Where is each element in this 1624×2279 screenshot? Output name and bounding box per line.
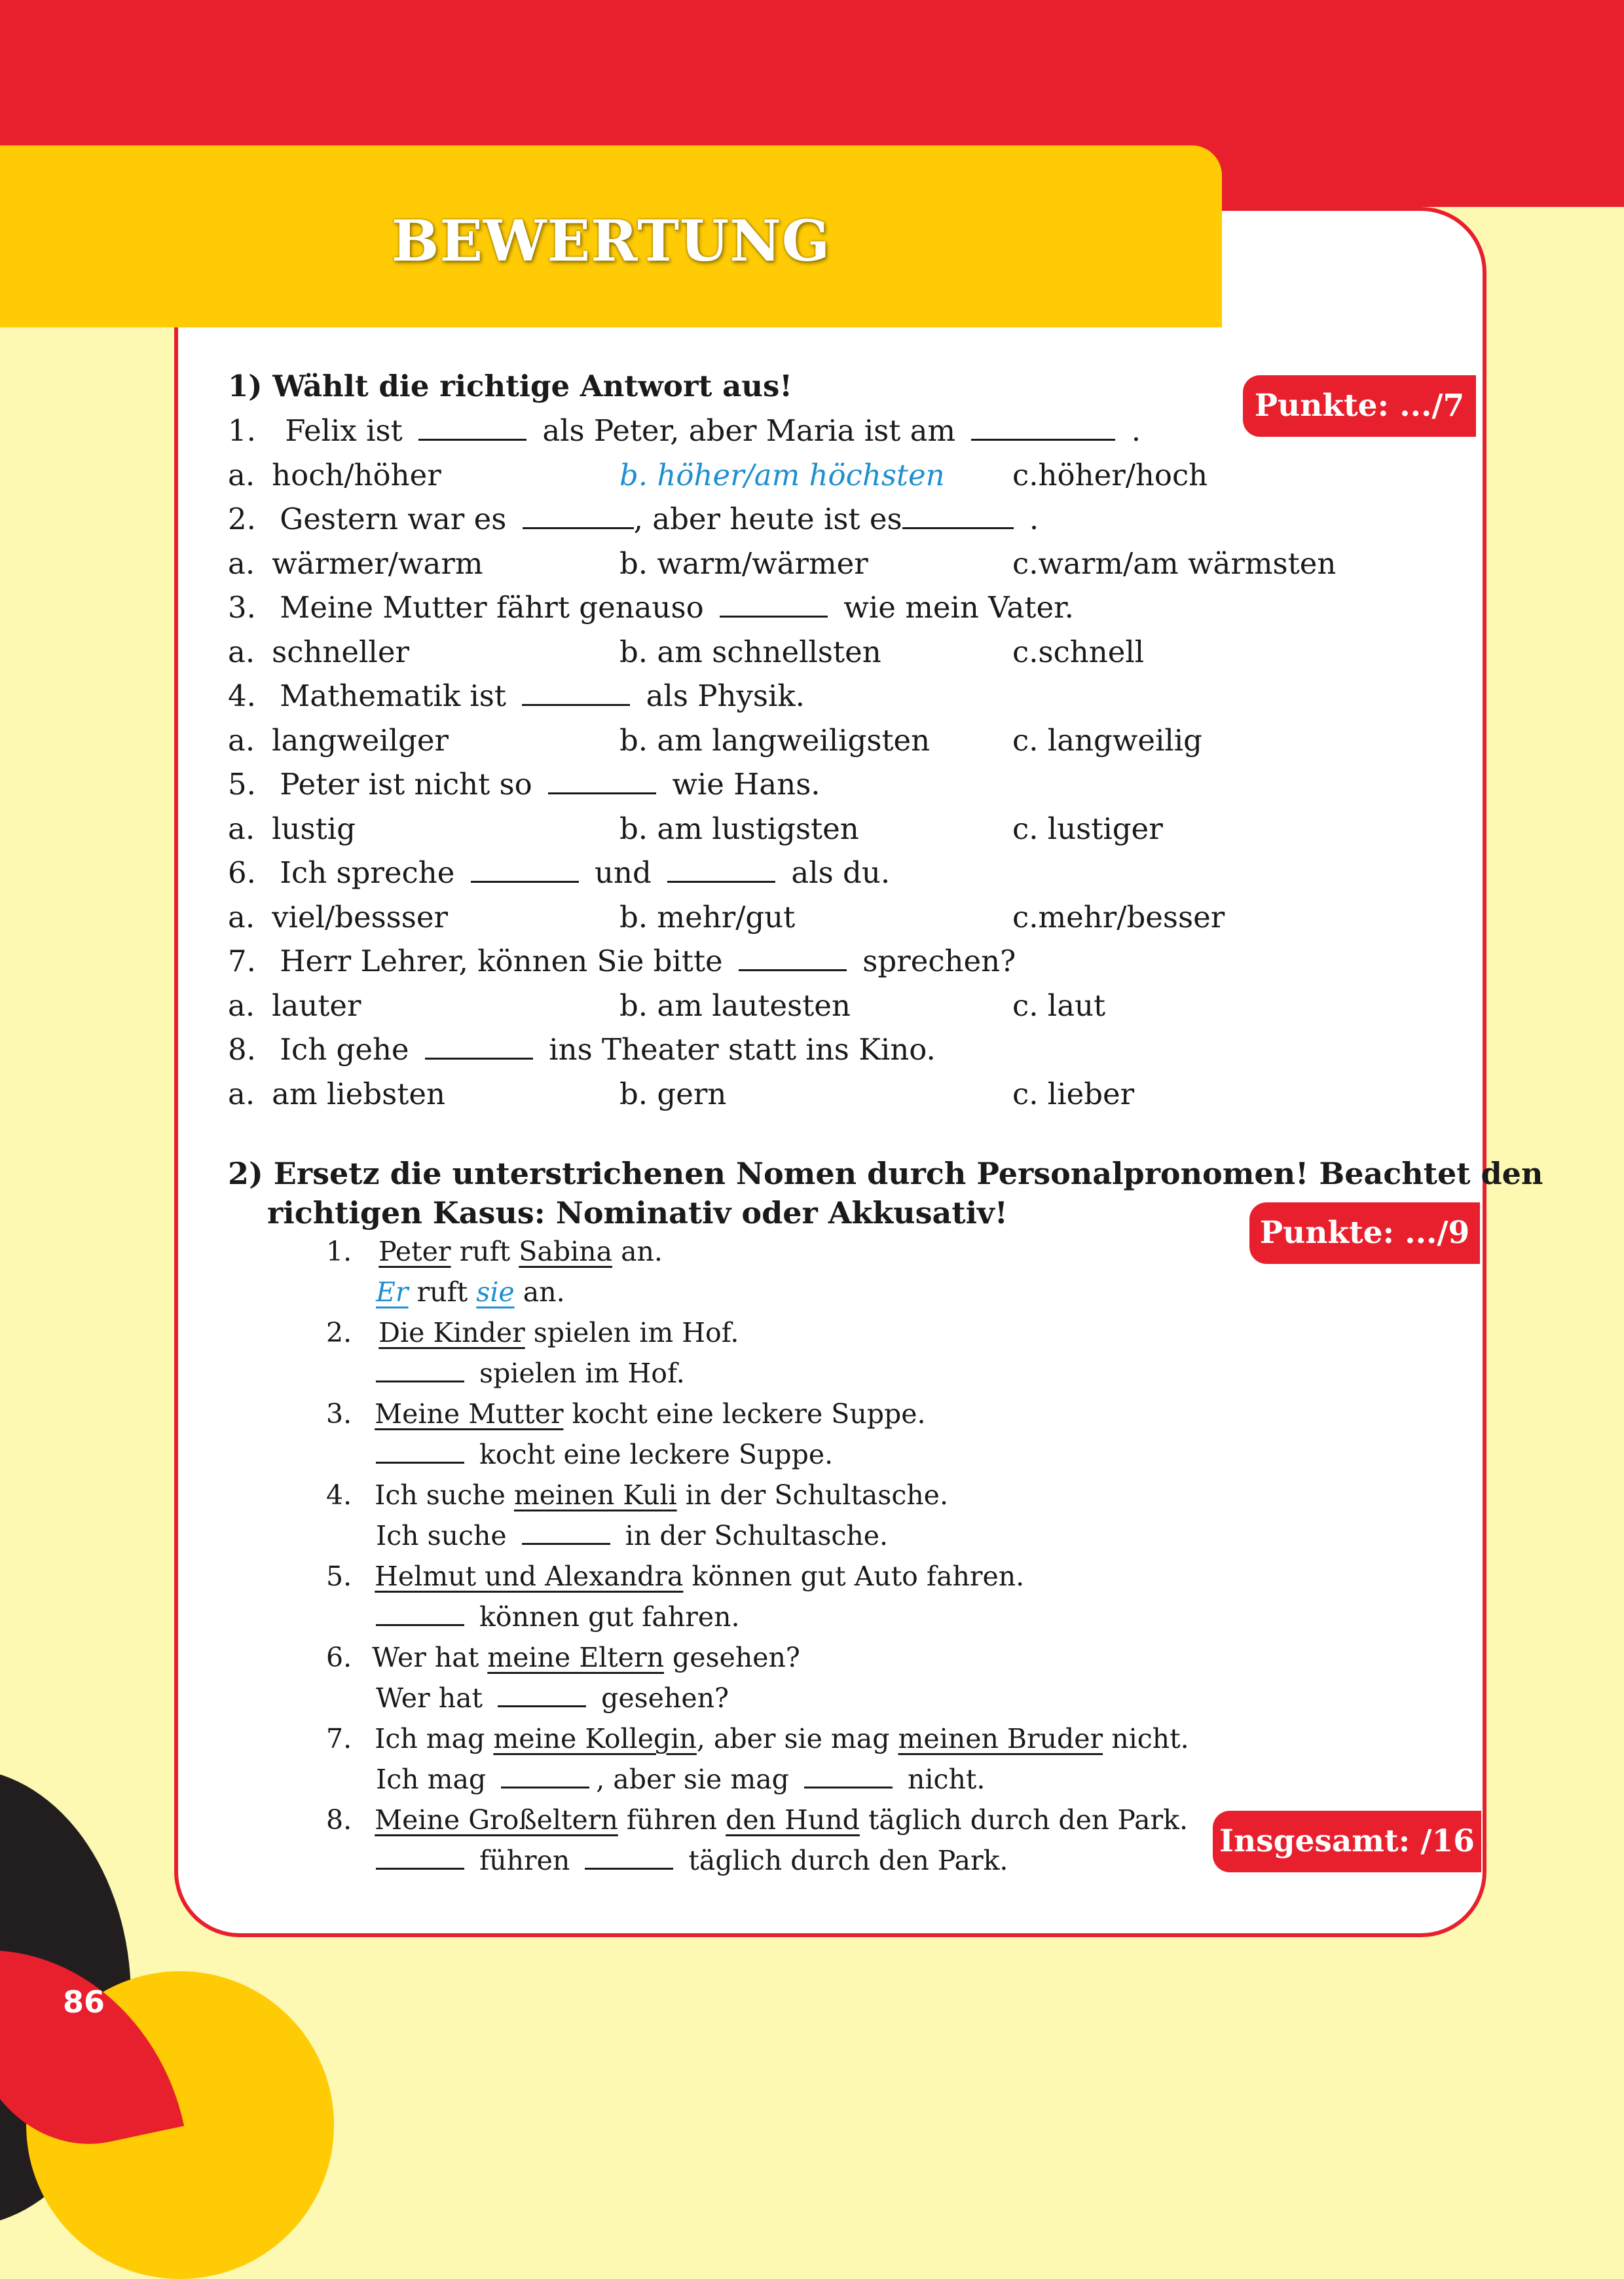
option-c[interactable]: c.warm/am wärmsten	[1012, 546, 1337, 581]
section2-title-line2: richtigen Kasus: Nominativ oder Akkusativ!	[267, 1195, 1008, 1231]
question-text: .	[1029, 502, 1039, 536]
underlined-noun: Helmut und Alexandra	[375, 1561, 684, 1592]
question-text: .	[1131, 413, 1141, 448]
answer-blank[interactable]	[739, 946, 847, 971]
underlined-noun: Sabina	[519, 1236, 613, 1267]
option-a[interactable]: a. hoch/höher	[228, 458, 441, 492]
sentence-5: 5. Helmut und Alexandra können gut Auto fahren.	[326, 1561, 1025, 1592]
option-c[interactable]: c. lieber	[1012, 1077, 1135, 1111]
page-number: 86	[63, 1984, 105, 2020]
question-text: ins Theater statt ins Kino.	[549, 1032, 936, 1067]
question-text: , aber heute ist es	[633, 502, 902, 536]
answer-blank[interactable]	[902, 504, 1014, 529]
option-b[interactable]: b. gern	[619, 1077, 727, 1111]
question-7	[228, 942, 1016, 981]
total-points-badge: Insgesamt: /16	[1213, 1811, 1481, 1872]
answer-pronoun: sie	[476, 1276, 515, 1308]
points-badge-2: Punkte: .../9	[1249, 1202, 1480, 1264]
answer-blank[interactable]	[376, 1357, 464, 1382]
question-number: 5.	[228, 767, 256, 802]
question-1	[228, 411, 1141, 451]
question-text: als Physik.	[646, 678, 805, 713]
points-badge-1: Punkte: .../7	[1243, 375, 1476, 437]
question-8	[228, 1030, 936, 1069]
option-c[interactable]: c. laut	[1012, 988, 1106, 1023]
question-text: Peter ist nicht so	[280, 767, 532, 802]
question-number: 8.	[228, 1032, 256, 1067]
question-6	[228, 853, 890, 893]
answer-blank[interactable]	[498, 1682, 586, 1707]
answer-pronoun: Er	[376, 1276, 409, 1308]
question-text: Felix ist	[285, 413, 403, 448]
section2-title-line1: 2) Ersetz die unterstrichenen Nomen durch Personalpronomen! Beachtet den	[228, 1156, 1543, 1191]
question-text: Gestern war es	[280, 502, 507, 536]
option-b[interactable]: b. am schnellsten	[619, 635, 881, 669]
rewrite-7: Ich mag , aber sie mag nicht.	[376, 1764, 986, 1795]
question-text: Mathematik ist	[280, 678, 506, 713]
answer-blank[interactable]	[522, 1519, 610, 1545]
option-c[interactable]: c.höher/hoch	[1012, 458, 1208, 492]
option-a[interactable]: a. wärmer/warm	[228, 546, 483, 581]
underlined-noun: meine Eltern	[487, 1642, 664, 1673]
underlined-noun: Die Kinder	[378, 1317, 525, 1348]
sentence-1: 1. Peter ruft Sabina an.	[326, 1236, 663, 1267]
underlined-noun: Peter	[378, 1236, 451, 1267]
underlined-noun: meinen Bruder	[898, 1723, 1103, 1754]
question-text: Ich gehe	[280, 1032, 409, 1067]
option-a[interactable]: a. langweilger	[228, 723, 449, 758]
sentence-4: 4. Ich suche meinen Kuli in der Schultasche.	[326, 1479, 948, 1511]
option-c[interactable]: c.mehr/besser	[1012, 900, 1225, 935]
option-b[interactable]: b. warm/wärmer	[619, 546, 868, 581]
question-number: 6.	[228, 855, 256, 890]
rewrite-5: können gut fahren.	[376, 1597, 740, 1637]
option-a[interactable]: a. lustig	[228, 811, 356, 846]
question-text: sprechen?	[862, 944, 1016, 978]
sentence-7: 7. Ich mag meine Kollegin, aber sie mag meinen Bruder nicht.	[326, 1723, 1189, 1754]
option-c[interactable]: c. langweilig	[1012, 723, 1202, 758]
answer-blank[interactable]	[548, 769, 656, 794]
sentence-3: 3. Meine Mutter kocht eine leckere Suppe.	[326, 1398, 926, 1430]
answer-blank[interactable]	[971, 415, 1115, 441]
rewrite-8: führen täglich durch den Park.	[376, 1841, 1008, 1880]
option-c[interactable]: c.schnell	[1012, 635, 1145, 669]
answer-blank[interactable]	[418, 415, 526, 441]
question-text: als Peter, aber Maria ist am	[542, 413, 956, 448]
underlined-noun: den Hund	[726, 1804, 860, 1836]
question-3	[228, 588, 1074, 627]
question-number: 2.	[228, 502, 256, 536]
rewrite-2: spielen im Hof.	[376, 1354, 685, 1393]
option-a[interactable]: a. schneller	[228, 635, 409, 669]
question-4	[228, 676, 805, 716]
question-2	[228, 500, 1039, 539]
option-a[interactable]: a. am liebsten	[228, 1077, 445, 1111]
answer-blank[interactable]	[471, 857, 579, 883]
answer-blank[interactable]	[804, 1763, 893, 1788]
answer-blank[interactable]	[376, 1601, 464, 1626]
answer-blank[interactable]	[376, 1844, 464, 1870]
underlined-noun: Meine Großeltern	[375, 1804, 618, 1836]
question-text: wie Hans.	[672, 767, 821, 802]
answer-blank[interactable]	[376, 1438, 464, 1464]
question-text: Ich spreche	[280, 855, 455, 890]
question-text: und	[595, 855, 652, 890]
answer-blank[interactable]	[522, 680, 630, 706]
option-a[interactable]: a. lauter	[228, 988, 361, 1023]
question-number: 7.	[228, 944, 256, 978]
page-title: BEWERTUNG	[391, 208, 831, 274]
underlined-noun: meinen Kuli	[513, 1479, 677, 1511]
question-text: wie mein Vater.	[843, 590, 1074, 625]
answer-blank[interactable]	[523, 504, 634, 529]
answer-1: Er ruft sie an.	[376, 1276, 565, 1308]
answer-blank[interactable]	[585, 1844, 673, 1870]
question-number: 1.	[228, 413, 256, 448]
question-text: als du.	[791, 855, 891, 890]
question-text: Herr Lehrer, können Sie bitte	[280, 944, 723, 978]
option-a[interactable]: a. viel/bessser	[228, 900, 448, 935]
rewrite-6: Wer hat gesehen?	[376, 1682, 729, 1714]
sentence-6: 6. Wer hat meine Eltern gesehen?	[326, 1642, 800, 1673]
question-number: 4.	[228, 678, 256, 713]
underlined-noun: Meine Mutter	[375, 1398, 564, 1430]
option-b[interactable]: b. mehr/gut	[619, 900, 796, 935]
option-b[interactable]: b. am lustigsten	[619, 811, 859, 846]
sentence-8: 8. Meine Großeltern führen den Hund täglich durch den Park.	[326, 1804, 1189, 1836]
answer-blank[interactable]	[667, 857, 775, 883]
option-b-correct[interactable]: b. höher/am höchsten	[619, 458, 945, 492]
sentence-2: 2. Die Kinder spielen im Hof.	[326, 1317, 739, 1348]
section1-title: 1) Wählt die richtige Antwort aus!	[228, 369, 793, 403]
answer-blank[interactable]	[720, 592, 828, 618]
option-b[interactable]: b. am lautesten	[619, 988, 851, 1023]
option-c[interactable]: c. lustiger	[1012, 811, 1163, 846]
question-5	[228, 765, 821, 804]
rewrite-4: Ich suche in der Schultasche.	[376, 1520, 889, 1551]
rewrite-3: kocht eine leckere Suppe.	[376, 1435, 833, 1474]
underlined-noun: meine Kollegin	[493, 1723, 697, 1754]
answer-blank[interactable]	[425, 1034, 533, 1060]
option-b[interactable]: b. am langweiligsten	[619, 723, 931, 758]
question-number: 3.	[228, 590, 256, 625]
question-text: Meine Mutter fährt genauso	[280, 590, 704, 625]
answer-blank[interactable]	[501, 1763, 589, 1788]
